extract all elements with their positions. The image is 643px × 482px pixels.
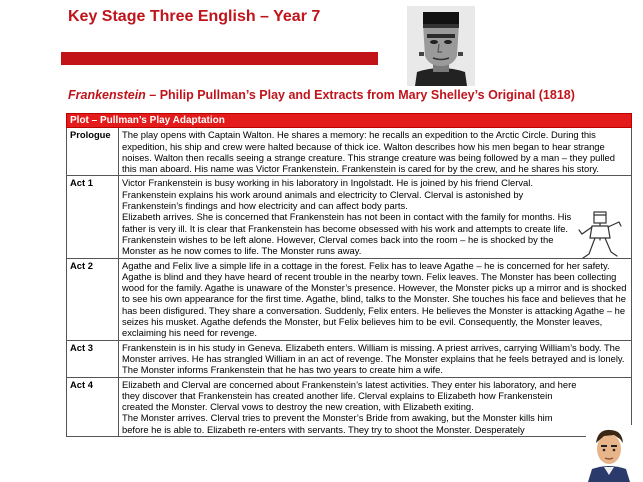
- subtitle-rest: – Philip Pullman’s Play and Extracts from Mary Shelley’s Original (1818): [145, 88, 575, 102]
- act-summary: [119, 377, 632, 436]
- summary-paragraph: The Monster arrives. Clerval tries to prevent the Monster’s Bride from awaking, but the Monster kills him before he is able to. Elizabeth re-enters with servants. They try to shoot the Monster. Desperately: [122, 412, 553, 435]
- table-row: [67, 340, 632, 377]
- plot-table: [66, 113, 632, 437]
- frankenstein-monster-portrait: [407, 6, 475, 86]
- table-row: [67, 176, 632, 258]
- section-heading: Plot – Pullman’s Play Adaptation: [67, 114, 632, 128]
- victor-frankenstein-portrait: [586, 425, 632, 482]
- table-row: [67, 377, 632, 436]
- table-row: [67, 258, 632, 340]
- act-label: Act 2: [67, 258, 119, 340]
- act-label: Prologue: [67, 128, 119, 176]
- summary-paragraph: Victor Frankenstein is busy working in his laboratory in Ingolstadt. He is joined by his friend Clerval. Frankenstein explains his work around animals and electricity to Clerval. Clerval is astonished by Frankenstein’s findings and how electricity and can affect body parts.: [122, 177, 533, 212]
- title-underline-bar: [61, 52, 378, 65]
- monster-sketch-illustration: [577, 210, 623, 262]
- table-row: [67, 128, 632, 176]
- act-label: Act 3: [67, 340, 119, 377]
- act-label: Act 1: [67, 176, 119, 258]
- act-summary: [119, 128, 632, 176]
- section-heading-row: [67, 114, 632, 128]
- document-subtitle: [68, 88, 575, 102]
- summary-paragraph: Agathe and Felix live a simple life in a cottage in the forest. Felix has to leave Agathe – he is concerned for her safety. Agathe is blind and they have heard of recent trouble in the nearby town. Felix leaves. The Monster has been collecting wood for the family. Agathe is unaware of the Monster’s presence. However, the Monster picks up a mirror and is shocked to see his own appearance for the first time. Agathe, blind, talks to the Monster. She touches his face and believes that he has been disfigured. They share a conversation. Suddenly, Felix enters. He believes the Monster is attacking Agathe – he seizes his musket. Agathe defends the Monster, but Felix believes him to be evil. Consequently, the Monster leaves, exclaiming his need for revenge.: [122, 259, 627, 339]
- summary-paragraph: Elizabeth arrives. She is concerned that Frankenstein has not been in contact with the family for months. His father is very ill. It is clear that Frankenstein has become obsessed with his work and attempts to create life. Frankenstein wishes to be left alone. However, Clerval comes back into the room – he is shocked by the Monster as he now comes to life. The Monster runs away.: [122, 211, 572, 257]
- act-label: Act 4: [67, 377, 119, 436]
- subtitle-work-title: Frankenstein: [68, 88, 146, 102]
- act-summary: [119, 340, 632, 377]
- page-title: Key Stage Three English – Year 7: [68, 8, 321, 25]
- summary-paragraph: The play opens with Captain Walton. He shares a memory: he recalls an expedition to the Arctic Circle. During this expedition, his ship and crew were halted because of thick ice. Walton describes how his men began to hear strange noises. Walton then recalls seeing a strange creature. This strange creature was being followed by a man – they pulled this man aboard. His name was Victor Frankenstein. Frankenstein is cared for by the crew, and he shares his story.: [122, 129, 615, 175]
- act-summary: [119, 258, 632, 340]
- summary-paragraph: Elizabeth and Clerval are concerned about Frankenstein’s latest activities. They enter his laboratory, and here they discover that Frankenstein has created another life. Clerval explains to Elizabeth how Frankenstein created the Monster. Clerval vows to destroy the new creation, with Elizabeth exiting.: [122, 378, 577, 413]
- summary-paragraph: Frankenstein is in his study in Geneva. Elizabeth enters. William is missing. A priest arrives, carrying William’s body. The Monster arrives. He has strangled William in an act of revenge. The Monster explains that he feels betrayed and is lonely. The Monster informs Frankenstein that he has two years to create him a wife.: [122, 341, 625, 376]
- act-summary: [119, 176, 632, 258]
